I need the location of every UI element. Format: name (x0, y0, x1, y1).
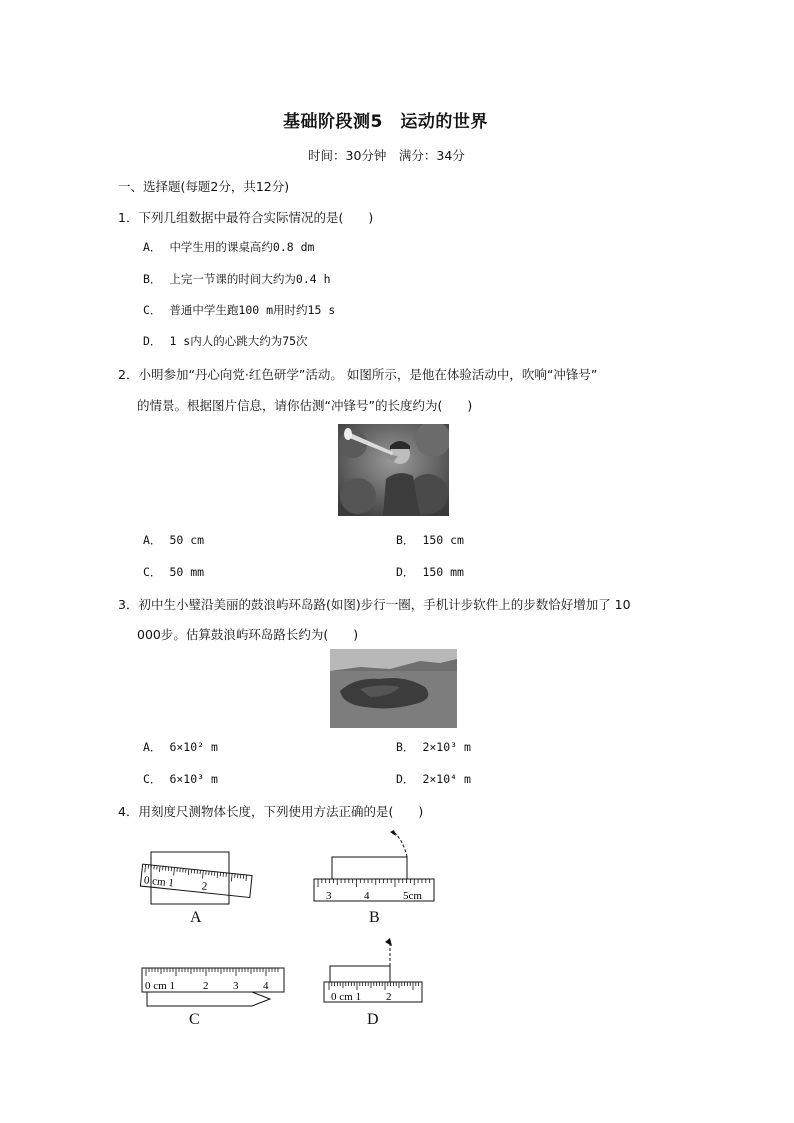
question-4-stem: 4．用刻度尺测物体长度，下列使用方法正确的是( ) (118, 804, 424, 819)
ruler-tick (217, 872, 218, 878)
ruler-b-tick-3: 3 (326, 890, 332, 902)
figure-label-c: C (189, 1011, 200, 1028)
ruler-d-tick-0: 0 cm 1 (331, 991, 361, 1003)
q1-option-c: C． 普通中学生跑100 m用时约15 s (143, 303, 336, 317)
ruler-figure-d (322, 936, 427, 1006)
section-heading: 一、选择题(每题2分，共12分) (118, 179, 290, 194)
figure-label-a: A (190, 909, 202, 926)
ruler-tick (246, 875, 247, 881)
question-2-stem-line2: 的情景。根据图片信息，请你估测“冲锋号”的长度约为( ) (137, 398, 473, 413)
figure-label-b: B (369, 909, 380, 926)
question-2-stem-line1: 2．小明参加“丹心向党·红色研学”活动。 如图所示，是他在体验活动中，吹响“冲锋号” (118, 367, 598, 382)
q2-option-c: C． 50 mm (143, 565, 205, 579)
ruler-tick (231, 874, 232, 882)
q3-option-c: C． 6×10³ m (143, 772, 218, 786)
question-3-stem-line1: 3．初中生小璧沿美丽的鼓浪屿环岛路(如图)步行一圈，手机计步软件上的步数恰好增加了 10 (118, 597, 631, 612)
q1-option-b: B． 上完一节课的时间大约为0.4 h (143, 272, 331, 286)
q1-option-a: A． 中学生用的课桌高约0.8 dm (143, 240, 315, 254)
q3-option-b: B． 2×10³ m (396, 740, 471, 754)
ruler-tick (145, 864, 146, 872)
q2-option-b: B． 150 cm (396, 533, 464, 547)
ruler-b-tick-4: 4 (364, 890, 370, 902)
q1-option-d: D． 1 s内人的心跳大约为75次 (143, 334, 308, 348)
ruler-d-tick-2: 2 (386, 991, 392, 1003)
question-3-stem-line2: 000步。估算鼓浪屿环岛路长约为( ) (137, 627, 359, 642)
q2-option-d: D． 150 mm (396, 565, 464, 579)
page-title: 基础阶段测5 运动的世界 (283, 112, 488, 132)
ruler-b-tick-5: 5cm (403, 890, 422, 902)
ruler-figure-a (138, 848, 258, 908)
ruler-tick (174, 867, 175, 875)
ruler-figure-b (312, 830, 437, 910)
ruler-c-tick-2: 2 (203, 980, 209, 992)
ruler-figure-c (140, 966, 288, 1010)
ruler-a-tick-0: 0 cm 1 (143, 874, 175, 890)
figure-label-d: D (367, 1011, 379, 1028)
ruler-c-tick-3: 3 (233, 980, 239, 992)
island-photo (330, 649, 457, 728)
q3-option-d: D． 2×10⁴ m (396, 772, 471, 786)
ruler-tick (188, 869, 189, 875)
ruler-a-tick-2: 2 (201, 880, 208, 893)
ruler-c-tick-4: 4 (263, 980, 269, 992)
q3-option-a: A． 6×10² m (143, 740, 218, 754)
ruler-tick (203, 870, 204, 878)
exam-meta: 时间：30分钟 满分：34分 (308, 148, 465, 163)
bugle-photo (338, 424, 449, 516)
ruler-tick (159, 866, 160, 872)
ruler-c-tick-0: 0 cm 1 (145, 980, 175, 992)
q2-option-a: A． 50 cm (143, 533, 205, 547)
question-1-stem: 1．下列几组数据中最符合实际情况的是( ) (118, 210, 374, 225)
